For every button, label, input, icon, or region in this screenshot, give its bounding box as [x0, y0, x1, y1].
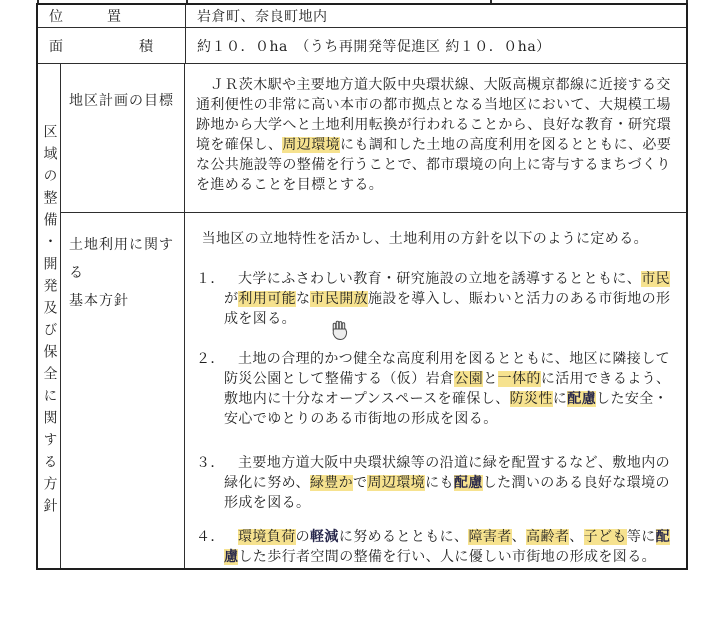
table-row-location: [38, 5, 686, 28]
text-segment: な: [296, 291, 311, 307]
landuse-label-line2: 基本方針: [69, 293, 129, 309]
text-segment: 軽減: [310, 529, 339, 545]
highlighted-term: 一体的: [497, 371, 541, 387]
text-segment: 、: [569, 529, 584, 545]
landuse-label-line1: 土地利用に関する: [69, 237, 174, 281]
text-segment: 、: [511, 529, 527, 545]
text-segment: した安全・安心でゆとりのある市街地の形成を図る。: [224, 391, 669, 427]
goal-paragraph: [196, 75, 678, 195]
highlighted-term: 障害者: [468, 529, 512, 545]
highlighted-term: 周辺環境: [282, 137, 341, 153]
highlighted-term: 配慮: [567, 391, 597, 407]
text-segment: 大学にふさわしい教育・研究施設の立地を誘導するとともに、: [238, 271, 642, 287]
landuse-item-1: [196, 269, 678, 329]
text-segment: 土地の合理的かつ健全な高度利用を図るとともに、地区に隣接して防災公園として整備する（仮）岩倉: [224, 351, 670, 387]
location-value: 岩倉町、奈良町地内: [197, 9, 328, 25]
item-text: [224, 269, 678, 329]
text-segment: にも調和した土地の高度利用を図るとともに、必要な公共施設等の整備を行うことで、都市環境の向上に寄与するまちづくりを進めることを目標とする。: [196, 137, 672, 193]
highlighted-term: 公園: [454, 371, 484, 387]
item-number: ４．: [196, 529, 225, 545]
item-number: ３．: [196, 455, 225, 471]
highlighted-term: 環境負荷: [238, 529, 296, 545]
text-segment: 施設を導入し、賑わいと活力のある市街地の形成を図る。: [224, 291, 671, 327]
highlighted-term: 高齢者: [526, 529, 570, 545]
text-segment: 等に: [626, 529, 656, 545]
text-segment: 主要地方道大阪中央環状線等の沿道に緑を配置するなど、敷地内の緑化に努め、: [224, 455, 670, 491]
landuse-label: [61, 213, 185, 568]
landuse-item-3: [196, 453, 678, 513]
text-segment: にも: [425, 475, 454, 491]
landuse-item-4: [196, 527, 678, 567]
highlighted-term: 市民: [641, 271, 671, 287]
landuse-item-2: [196, 349, 678, 429]
subrow-landuse: [61, 213, 686, 568]
text-segment: と: [483, 371, 498, 387]
text-segment: ＪＲ茨木駅や主要地方道大阪中央環状線、大阪高槻京都線に近接する交通利便性の非常に高い本市の都市拠点となる当地区において、大規模工場跡地から大学へと土地利用転換が行われることから、良好な教育・研究環境を確保し、: [196, 77, 672, 153]
highlighted-term: 配慮: [453, 475, 483, 491]
location-label-char: 位: [49, 9, 63, 25]
location-label-cell: [38, 5, 186, 27]
text-segment: で: [353, 475, 368, 491]
item-text: [224, 453, 678, 513]
highlighted-term: 配慮: [224, 529, 671, 565]
area-value: 約１０．０ha （うち再開発等促進区 約１０．０ha）: [197, 38, 551, 55]
item-text: [224, 349, 678, 429]
area-label-cell: [38, 28, 186, 63]
location-label-char: 置: [107, 9, 121, 25]
table-row-policy-section: [38, 64, 686, 568]
area-label-char: 面: [49, 38, 63, 55]
item-number: ２．: [196, 351, 225, 367]
area-label-char: 積: [139, 38, 153, 55]
text-segment: が: [224, 291, 239, 307]
item-number: １．: [196, 271, 225, 287]
table-row-area: [38, 28, 686, 64]
highlighted-term: 緑豊か: [309, 475, 354, 491]
district-plan-table: [36, 3, 688, 570]
text-segment: した潤いのある良好な環境の形成を図る。: [224, 475, 670, 511]
text-segment: に: [552, 391, 568, 407]
highlighted-term: 利用可能: [238, 291, 297, 307]
subrow-goal: [61, 64, 686, 213]
landuse-intro: 当地区の立地特性を活かし、土地利用の方針を以下のように定める。: [201, 231, 648, 247]
highlighted-term: 子ども: [583, 529, 627, 545]
highlighted-term: 周辺環境: [367, 475, 426, 491]
highlighted-term: 市民開放: [310, 291, 369, 307]
highlighted-term: 防災性: [509, 391, 553, 407]
text-segment: の: [295, 529, 311, 545]
item-text: [224, 527, 678, 567]
text-segment: に活用できるよう、敷地内に十分なオープンスペースを確保し、: [224, 371, 671, 407]
text-segment: した歩行者空間の整備を行い、人に優しい市街地の形成を図る。: [238, 549, 657, 565]
hand-grab-cursor-icon: [331, 320, 348, 341]
text-segment: に努めるとともに、: [338, 529, 469, 545]
goal-label: 地区計画の目標: [61, 64, 185, 212]
vertical-header-text: 区域の整備・開発及び保全に関する方針: [41, 124, 58, 520]
vertical-header-cell: [38, 64, 61, 568]
